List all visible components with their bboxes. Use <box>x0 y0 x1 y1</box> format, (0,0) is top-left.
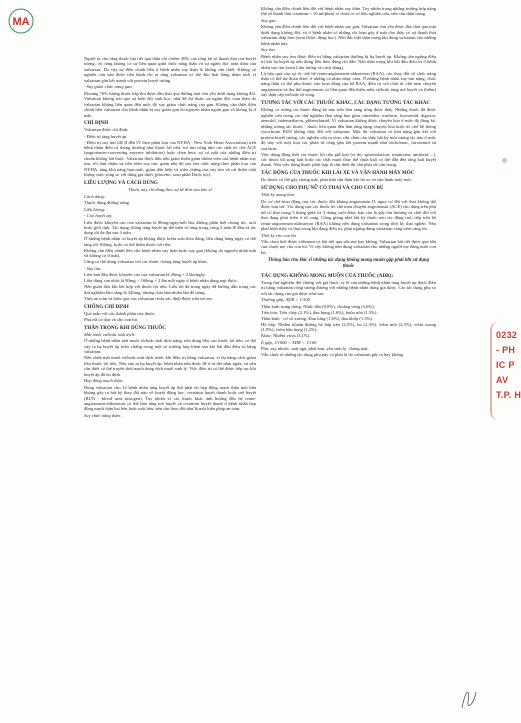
paragraph: Vẫn chưa rõ những tác dụng phụ này có phải là do valsartan gây ra hay không. <box>261 352 405 358</box>
paragraph: Nên chữa mất muối và/hoặc mất dịch trước khi điều trị bằng valsartan, ví dụ bằng cách giảm liều thuốc lợi tiểu. Nếu xảy ra hạ huyết áp, bệnh nhân nên được để ở tư thế nằm ngửa, và nếu cần thiết có thể truyền tĩnh mạch dung dịch muối sinh lý. Việc điều trị có thể được tiếp tục khi huyết áp đã ổn định. <box>84 355 256 377</box>
paragraph: Do cơ chế hoạt động của các thuốc đối kháng angiotensin II, nguy cơ đối với thai không thể được loại trừ. Tác dụng của các thuốc ức chế men chuyển angiotensin (ACE) cho dùng trên phụ nữ có thai trong 3 tháng giữa và 3 tháng cuối được báo cáo là gây tổn thương và chết đối với thai đang phát triển ở tử cung. Cũng giống như bất kỳ thuốc nào tác động trực tiếp trên hệ renin-angiotensin-aldosteron (RAA) không nên dùng valsartan trong thời kỳ thai nghén. Nếu phát hiện thấy có thai trong khi đang điều trị, phải ngừng dùng valsartan càng sớm càng tốt. <box>261 198 436 232</box>
adr-body <box>261 280 436 358</box>
right-column <box>261 6 436 656</box>
paragraph: Quá mẫn với các thành phần của thuốc. <box>84 310 156 316</box>
indications-heading: CHỈ ĐỊNH <box>84 120 109 127</box>
precautions-continued <box>261 6 436 98</box>
driving-body <box>261 177 436 182</box>
paragraph: Thời kỳ mang thai <box>261 192 295 198</box>
paragraph: Vẫn chưa biết được valsartan có bài tiết qua sữa mẹ hay không. Valsartan bài tiết được qua sữa của chuột mẹ cho con bú. Vì vậy không nên dùng valsartan cho những người mẹ đang nuôi con bú. <box>261 239 436 255</box>
pregnancy-heading: SỬ DỤNG CHO PHỤ NỮ CÓ THAI VÀ CHO CON BÚ <box>261 185 384 192</box>
paragraph: Suy gan: <box>261 17 278 23</box>
stamp-line: T.P. H <box>496 390 521 400</box>
left-column <box>84 56 256 701</box>
adr-notice: Thông báo cho Bác sĩ những tác dụng không mong muốn gặp phải khi sử dụng thuốc <box>267 258 430 270</box>
paragraph: Suy tim: <box>261 47 277 53</box>
paragraph: Liều ban đầu được khuyến cáo của valsartan là 40mg × 2 lần/ngày. <box>84 272 206 278</box>
paragraph: Valsartan được chỉ định: <box>84 127 129 133</box>
paragraph: Tính an toàn và hiệu quả của valsartan chưa xác định được trên trẻ em. <box>84 295 213 301</box>
paragraph: Ở những bệnh nhân có huyết áp không được kiểm soát thỏa đáng, liều dùng hàng ngày có thể tăng tới 160mg, hoặc có thể thêm thuốc lợi tiểu. <box>84 236 256 247</box>
paragraph: Không có tương tác thuốc đáng kể nào trên lâm sàng từng được thấy. Những thuốc đã được nghiên cứu trong các thử nghiệm lâm sàng bao gồm cimetidin, warfarin, furosemid, digoxin, atenolol, indomethacin, glibenclamid. Vì valsartan không được chuyển hóa ở mức độ đáng kể, những tương tác thuốc - thuốc liên quan đến làm tăng dạng chuyển hóa hoặc ức chế hệ thống cytochrom P450 không thấy đối với valsartan. Mặc dù valsartan có khả năng gắn kết với protein huyết tương, các nghiên cứu in vitro vẫn chưa cho thấy bất kỳ một tương tác nào ở mức độ này với một loạt các phân tử cũng gắn kết protein mạnh như diclofenac, furosemid và warfarin. <box>261 107 436 151</box>
indications-body <box>84 127 256 177</box>
paragraph: Phụ nữ có thai và cho con bú. <box>84 316 138 322</box>
paragraph: Hẹp động mạch thận: <box>84 378 124 384</box>
stamp-line: 0232 <box>496 330 518 340</box>
paragraph: Nên giảm liều khi kết hợp với thuốc lợi tiểu. Liều tối đa trong ngày đã hướng dẫn trong các thử nghiệm lâm sàng là 320mg, nhưng chia làm nhiều lần để uống. <box>84 284 256 295</box>
paragraph: Suy chức năng thận: <box>84 412 122 418</box>
paragraph: Cách dùng: <box>84 193 106 199</box>
paragraph: Không cần điều chỉnh liều cho bệnh nhân suy thận hoặc suy gan (không do nguyên nhân mật và không có ứ mật). <box>84 247 256 259</box>
stamp-line: IC P <box>496 360 515 370</box>
paragraph: Do thuốc có thể gây chóng mặt, phải thật cẩn thận khi lái xe và vận hành máy móc. <box>261 177 413 183</box>
interactions-heading: TƯƠNG TÁC VỚI CÁC THUỐC KHÁC, CÁC DẠNG TƯƠNG TÁC KHÁC <box>261 100 431 107</box>
margin-mark <box>502 158 507 163</box>
paragraph: Liều dùng can nhắc là 80mg − 160mg × 2 lần mỗi ngày ở bệnh nhân dung nạp được. <box>84 278 238 284</box>
precautions-heading: THẬN TRỌNG KHI DÙNG THUỐC <box>84 324 166 331</box>
prescription-note: Thuốc này chỉ dùng theo sự kê đơn của bác sĩ <box>128 187 212 193</box>
paragraph: Thường gặp, ADR > 1/100 <box>261 297 310 303</box>
paragraph: Khác: Nhiễm virus (3,1%). <box>261 333 311 339</box>
intro-section <box>84 56 256 118</box>
paragraph: Khoảng 70% lượng thuốc hấp thu được đào thải qua đường mật chủ yếu dưới dạng không đổi. Valsartan không trải qua sự biến đổi sinh học, như đã dự đoán, sự ngấm độc toàn thân do valsartan không liên quan đến mức độ suy giảm chức năng của gan. Không cần thiết điều chỉnh liều valsartan cho bệnh nhân bị suy giảm gan do nguyên nhân ngoài gan và không bị ứ mật. <box>84 90 256 118</box>
red-stamp <box>490 322 521 420</box>
paragraph: Không cần điều chỉnh liều đối với bệnh nhân suy gan. Valsartan chủ yếu được đào thải qua mật dưới dạng không đổi, và ở bệnh nhân có những rối loạn gây ứ mật cho thấy có sự thanh thải valsartan thấp hơn (xem Dược động học). Nên đặc biệt thận trọng khi dùng valsartan cho những bệnh nhân này. <box>261 24 436 46</box>
paragraph: - Điều trị tăng huyết áp. <box>84 133 128 139</box>
dosage-body <box>84 194 256 302</box>
paragraph: - Điều trị suy tim (độ II đến IV theo phân loại của NYHA - New York Heart Association) trên bệnh nhân điều trị thông thường như thuốc lợi tiểu, trợ tim cũng như các chất ức chế ACE (angiotensin-converting enzyme inhibitors) hoặc chẹn beta, sự có mặt của những điều trị chuẩn không bắt buộc. Valsartan được đầu tiên giảm thiểu giảm nhóm viên của bệnh nhân suy tim, rồi làm chậm sự tiến triển suy tim, giảm nhẹ độ suy tim chức năng theo phân loại của NYHA, tăng khả năng hạn mức, giảm dấu hiệu và triệu chứng của suy tim và cải thiện chất lượng cuộc sống so với dùng giả dược (placebo; xem phần Dược lực). <box>84 139 256 178</box>
paragraph: Thần kinh trung ương: Nhức đầu (9,8%), choáng váng (3,6%). <box>261 303 375 309</box>
paragraph: Phù, suy nhược, mất ngủ, phát ban, yếu sinh lý, chóng mặt. <box>261 346 369 352</box>
paragraph: Liều lượng: <box>84 206 106 212</box>
stamp-line: AV <box>496 375 509 385</box>
contraindications-heading: CHỐNG CHỈ ĐỊNH <box>84 303 129 310</box>
signature-mark <box>458 684 480 712</box>
paragraph: - Suy tim: <box>84 265 102 271</box>
paragraph: Ở những bệnh nhân mất muối và/hoặc mất dịch nặng, nếu dùng liều cao thuốc lợi tiểu, có thể xảy ra hạ huyết áp triệu chứng trong một số trường hợp hiếm sau khi bắt đầu điều trị bằng valsartan. <box>84 338 256 355</box>
paragraph: Không cần điều chỉnh liều đối với bệnh nhân suy thận. Tuy nhiên trong những trường hợp nặng (hệ số thanh thải creatinin < 10 ml/phút) vì chưa có số liệu nghiên cứu, nên cẩn thận trọng. <box>261 6 436 17</box>
paragraph: Dùng valsartan cho 12 bệnh nhân tăng huyết áp thứ phát do hẹp động mạch thận một bên không gây ra bất kỳ thay đổi nào về huyết động học, creatinin huyết thanh hoặc urê huyết (BUN - blood urea nitrogen). Tuy nhiên vì các thuốc khác ảnh hưởng đến hệ renin-angiotensin-aldosteron có thể làm tăng urê huyết và creatinin huyết thanh ở bệnh nhân hẹp động mạch thận hai bên hoặc một bên, nên cần theo dõi như là một biện pháp an toàn. <box>84 384 256 412</box>
paragraph: Thời kỳ cho con bú <box>261 232 296 238</box>
paragraph: Ít gặp, 1/1000 < ADR < 1/100 <box>261 339 317 345</box>
paragraph: Thuốc dùng đường uống. <box>84 200 131 206</box>
paragraph: Là hậu quả của sự ức chế hệ renin-angiotensin-aldosteron (RAA), các thay đổi về chức năng thận có thể dự đoán được ở những cá nhân nhạy cảm. Ở những bệnh nhân suy tim nặng, chức năng thận có thể phụ thuộc vào hoạt động của hệ RAA, điều trị với chất ức chế men chuyển angiotensin và thụ thể angiotensin có liên quan đến thiểu niệu và/hoặc tăng urê huyết và (hiếm) suy thận cấp và/hoặc tử vong. <box>261 70 436 98</box>
paragraph: Liều được khuyến cáo của valsartan là 80mg/ngày/mỗi lần, không phân biệt chủng tộc, tuổi hoặc giới tính. Tác dụng chống tăng huyết áp thể hiện rõ ràng trong vòng 2 tuần lễ đầu và tác dụng tối đa đạt sau 4 tuần. <box>84 219 256 236</box>
paragraph: - Suy giảm chức năng gan: <box>84 84 134 90</box>
brand-logo <box>6 6 36 50</box>
paragraph: Việc dùng đồng thời các thuốc lợi tiểu giữ kali (ví dụ: spironolacton, triamteren, amilorid ...), các thuốc bổ sung kali hoặc các chất muối thay thế chứa kali có thể dẫn đến tăng kali huyết thanh. Nếu việc dùng thuốc phối hợp là cần thiết thì cần phải rất cẩn trọng. <box>261 151 436 168</box>
contraindications-body <box>84 311 256 323</box>
paragraph: Trong thử nghiệm đối chứng với giả dược, tỷ lệ của những bệnh nhân tăng huyết áp được điều trị bằng valsartan cũng tương đương với những bệnh nhân dùng giả dược. Các tác dụng phụ so với tác dụng của giả dược như sau: <box>261 279 436 296</box>
interactions-body <box>261 107 436 168</box>
paragraph: Cũng có thể dùng valsartan với các thuốc chống tăng huyết áp khác. <box>84 259 208 265</box>
paragraph: Thần kinh - cơ và xương: Đau lưng (1,6%), đau khớp (1,3%). <box>261 315 374 321</box>
paragraph: Người ta cho rằng thuốc bài tiết qua thận chỉ chiếm 30% của tổng hệ số thanh thải của huyết tương, và cũng không có sự liên quan giữa chức năng thận và sự ngấm đọc toàn thân của valsartan. Do vậy sự điều chỉnh liều ở bệnh nhân suy thận là không cần thiết. Không có nghiên cứu nào được tiến hành chỉ ra rằng valsartan có thể đào thải bằng thẩm tách vì valsartan gắn kết mạnh với protein huyết tương. <box>84 56 256 83</box>
pregnancy-body <box>261 192 436 255</box>
paragraph: Tiêu hóa: Tiêu chảy (2,1%), đau bụng (1,6%), buồn nôn (1,5%). <box>261 309 378 315</box>
paragraph: Bệnh nhân suy tim được điều trị bằng valsartan thường bị hạ huyết áp. Không cần ngừng điều trị khi hạ huyết áp nếu dùng liều theo đúng chỉ dẫn. Nên thận trọng khi bắt đầu điều trị ở bệnh nhân suy tim (xem Liều lượng và cách dùng). <box>261 53 436 70</box>
driving-heading: TÁC ĐỘNG CỦA THUỐC KHI LÁI XE VÀ VẬN HÀNH MÁY MÓC <box>261 170 415 177</box>
dosage-heading: LIỀU LƯỢNG VÀ CÁCH DÙNG <box>84 180 158 187</box>
paragraph: Hô hấp: Nhiễm khuẩn đường hô hấp trên (2,5%), ho (2,3%), viêm mũi (2,3%), viêm xoang (1,9%), viêm hầu họng (1,2%). <box>261 321 436 333</box>
stamp-line: - PH <box>496 345 516 355</box>
adr-heading: TÁC DỤNG KHÔNG MONG MUỐN CỦA THUỐC (ADR): <box>261 272 394 279</box>
logo-text: MA <box>12 16 30 28</box>
paragraph: Mất muối và/hoặc mất dịch: <box>84 331 136 337</box>
precautions-body <box>84 332 256 418</box>
paragraph: - Cao huyết áp: <box>84 213 113 219</box>
